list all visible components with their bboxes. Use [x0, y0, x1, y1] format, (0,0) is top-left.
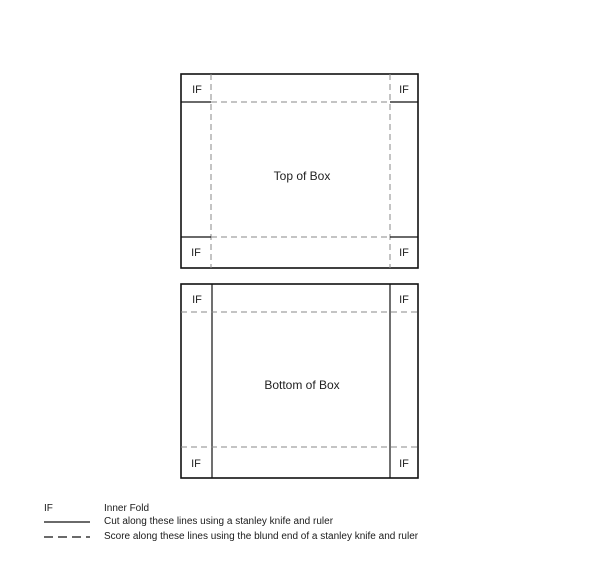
- bottom-box-corner-label: IF: [191, 458, 201, 470]
- bottom-box-corner-label: IF: [192, 294, 202, 306]
- bottom-box-title: Bottom of Box: [264, 378, 340, 392]
- top-box-corner-label: IF: [191, 247, 201, 259]
- top-box-corner-label: IF: [192, 84, 202, 96]
- bottom-box-corner-label: IF: [399, 458, 409, 470]
- legend-inner-fold-label: Inner Fold: [104, 503, 150, 514]
- legend-score-label: Score along these lines using the blund end of a stanley knife and ruler: [104, 531, 419, 542]
- legend-symbols: [44, 522, 90, 537]
- top-box-corner-label: IF: [399, 247, 409, 259]
- top-box-title: Top of Box: [273, 169, 331, 183]
- legend-abbr: IF: [44, 503, 53, 514]
- bottom-of-box-template: [181, 284, 418, 478]
- bottom-box-corner-label: IF: [399, 294, 409, 306]
- top-of-box-template: [181, 74, 418, 268]
- legend-cut-label: Cut along these lines using a stanley knife and ruler: [104, 516, 334, 527]
- top-box-corner-label: IF: [399, 84, 409, 96]
